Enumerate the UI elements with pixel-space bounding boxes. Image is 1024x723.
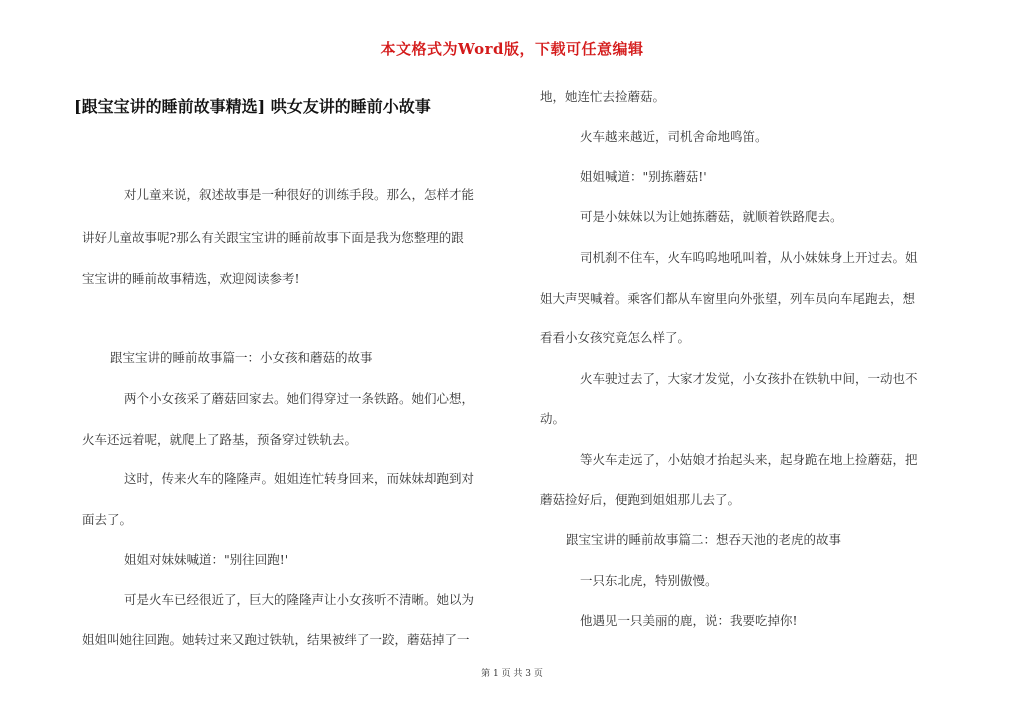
text-line: 对儿童来说，叙述故事是一种很好的训练手段。那么，怎样才能 [124, 187, 475, 202]
text-line: 姐姐叫她往回跑。她转过来又跑过铁轨，结果被绊了一跤，蘑菇掉了一 [82, 632, 470, 647]
text-line: 动。 [540, 411, 566, 426]
banner: 本文格式为Word版，下载可任意编辑 [380, 40, 644, 58]
text-line: 姐姐喊道："别拣蘑菇!' [580, 169, 707, 184]
text-line: 这时，传来火车的隆隆声。姐姐连忙转身回来，而妹妹却跑到对 [124, 471, 475, 486]
text-line: 火车驶过去了，大家才发觉，小女孩扑在铁轨中间，一动也不 [580, 371, 918, 386]
text-line: 一只东北虎，特别傲慢。 [580, 573, 718, 588]
text-line: 宝宝讲的睡前故事精选，欢迎阅读参考! [82, 271, 300, 286]
text-line: 姐大声哭喊着。乘客们都从车窗里向外张望，列车员向车尾跑去，想 [540, 291, 916, 306]
text-line: 蘑菇捡好后，便跑到姐姐那儿去了。 [540, 492, 741, 507]
text-line: 可是小妹妹以为让她拣蘑菇，就顺着铁路爬去。 [580, 209, 843, 224]
text-line: 他遇见一只美丽的鹿，说：我要吃掉你! [580, 613, 798, 628]
text-line: 两个小女孩采了蘑菇回家去。她们得穿过一条铁路。她们心想， [124, 391, 475, 406]
text-line: 司机刹不住车，火车呜呜地吼叫着，从小妹妹身上开过去。姐 [580, 250, 918, 265]
page-footer: 第 1 页 共 3 页 [481, 669, 543, 679]
text-line: 面去了。 [82, 512, 133, 527]
section-heading: 跟宝宝讲的睡前故事篇一：小女孩和蘑菇的故事 [110, 350, 373, 365]
text-line: 讲好儿童故事呢?那么有关跟宝宝讲的睡前故事下面是我为您整理的跟 [82, 230, 464, 245]
text-line: 可是火车已经很近了，巨大的隆隆声让小女孩听不清晰。她以为 [124, 592, 475, 607]
text-line: 地，她连忙去捡蘑菇。 [540, 89, 666, 104]
text-line: 火车还远着呢，就爬上了路基，预备穿过铁轨去。 [82, 432, 358, 447]
text-line: 火车越来越近，司机舍命地鸣笛。 [580, 129, 768, 144]
text-line: 等火车走远了，小姑娘才抬起头来，起身跪在地上捡蘑菇，把 [580, 452, 918, 467]
page-title: [跟宝宝讲的睡前故事精选] 哄女友讲的睡前小故事 [74, 97, 431, 116]
section-heading: 跟宝宝讲的睡前故事篇二：想吞天池的老虎的故事 [566, 532, 842, 547]
text-line: 看看小女孩究竟怎么样了。 [540, 330, 691, 345]
text-line: 姐姐对妹妹喊道："别往回跑!' [124, 552, 289, 567]
